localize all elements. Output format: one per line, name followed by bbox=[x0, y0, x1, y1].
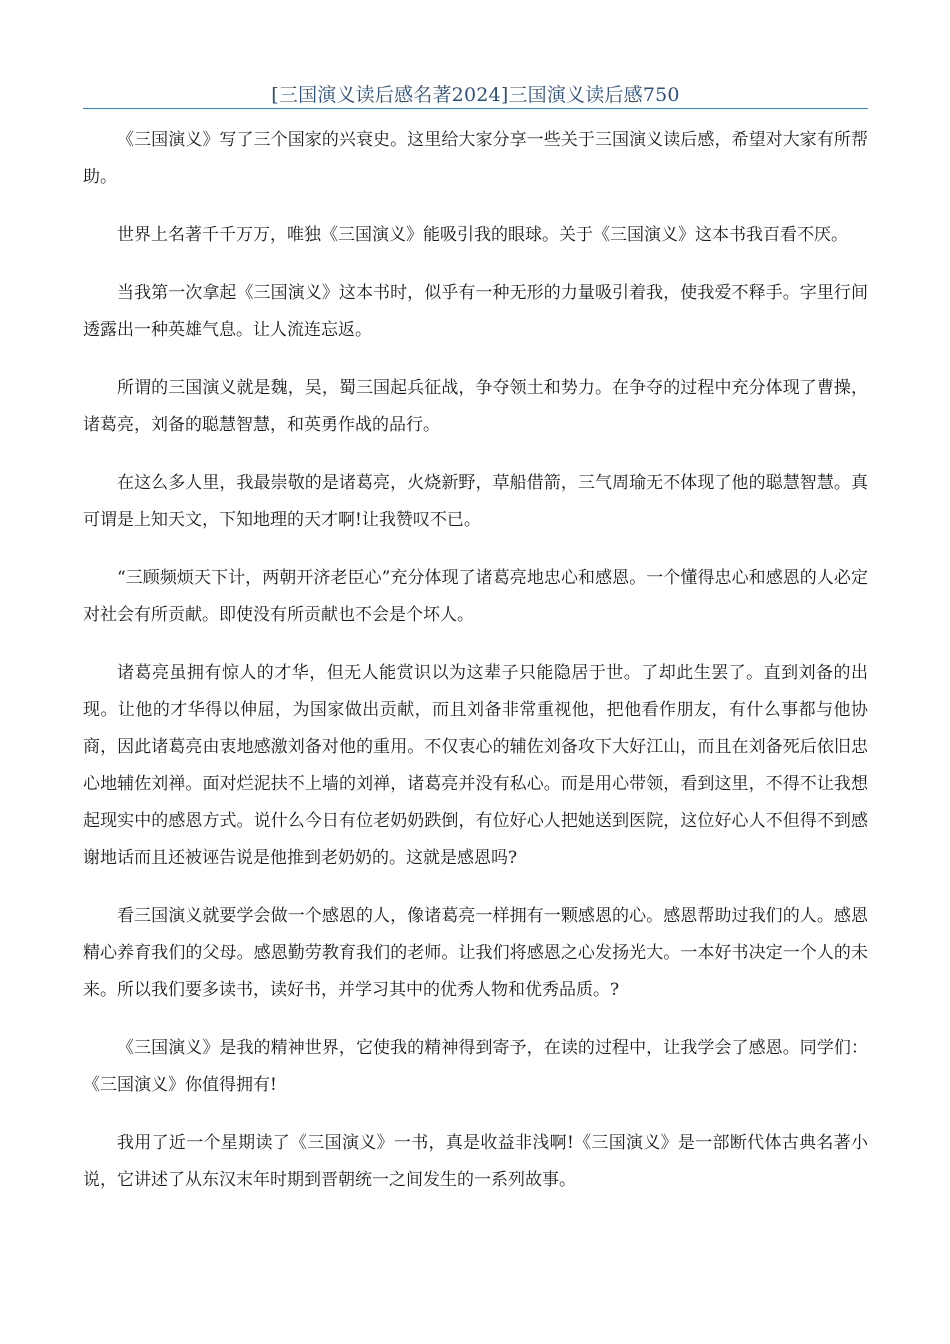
paragraph: 当我第一次拿起《三国演义》这本书时，似乎有一种无形的力量吸引着我，使我爱不释手。字里行间透露出一种英雄气息。让人流连忘返。 bbox=[83, 283, 868, 340]
paragraph: “三顾频烦天下计，两朝开济老臣心”充分体现了诸葛亮地忠心和感恩。一个懂得忠心和感恩的人必定对社会有所贡献。即使没有所贡献也不会是个坏人。 bbox=[83, 568, 868, 625]
document-title: [三国演义读后感名著2024]三国演义读后感750 bbox=[271, 84, 680, 106]
paragraph: 在这么多人里，我最崇敬的是诸葛亮，火烧新野，草船借箭，三气周瑜无不体现了他的聪慧智慧。真可谓是上知天文，下知地理的天才啊!让我赞叹不已。 bbox=[83, 473, 868, 530]
paragraph: 看三国演义就要学会做一个感恩的人，像诸葛亮一样拥有一颗感恩的心。感恩帮助过我们的人。感恩精心养育我们的父母。感恩勤劳教育我们的老师。让我们将感恩之心发扬光大。一本好书决定一个人的未来。所以我们要多读书，读好书，并学习其中的优秀人物和优秀品质。? bbox=[83, 906, 868, 1000]
document-body bbox=[83, 122, 868, 1220]
paragraph: 诸葛亮虽拥有惊人的才华，但无人能赏识以为这辈子只能隐居于世。了却此生罢了。直到刘备的出现。让他的才华得以伸屈，为国家做出贡献，而且刘备非常重视他，把他看作朋友，有什么事都与他协商，因此诸葛亮由衷地感激刘备对他的重用。不仅衷心的辅佐刘备攻下大好江山，而且在刘备死后依旧忠心地辅佐刘禅。面对烂泥扶不上墙的刘禅，诸葛亮并没有私心。而是用心带领，看到这里，不得不让我想起现实中的感恩方式。说什么今日有位老奶奶跌倒，有位好心人把她送到医院，这位好心人不但得不到感谢地话而且还被诬告说是他推到老奶奶的。这就是感恩吗? bbox=[83, 663, 868, 868]
paragraph: 世界上名著千千万万，唯独《三国演义》能吸引我的眼球。关于《三国演义》这本书我百看不厌。 bbox=[117, 225, 848, 245]
title-underline bbox=[83, 108, 868, 109]
paragraph: 《三国演义》是我的精神世界，它使我的精神得到寄予，在读的过程中，让我学会了感恩。同学们：《三国演义》你值得拥有! bbox=[83, 1038, 868, 1095]
paragraph: 我用了近一个星期读了《三国演义》一书，真是收益非浅啊!《三国演义》是一部断代体古典名著小说，它讲述了从东汉末年时期到晋朝统一之间发生的一系列故事。 bbox=[83, 1133, 868, 1190]
paragraph: 所谓的三国演义就是魏，吴，蜀三国起兵征战，争夺领土和势力。在争夺的过程中充分体现了曹操，诸葛亮，刘备的聪慧智慧，和英勇作战的品行。 bbox=[83, 378, 868, 435]
paragraph: 《三国演义》写了三个国家的兴衰史。这里给大家分享一些关于三国演义读后感，希望对大家有所帮助。 bbox=[83, 130, 868, 187]
